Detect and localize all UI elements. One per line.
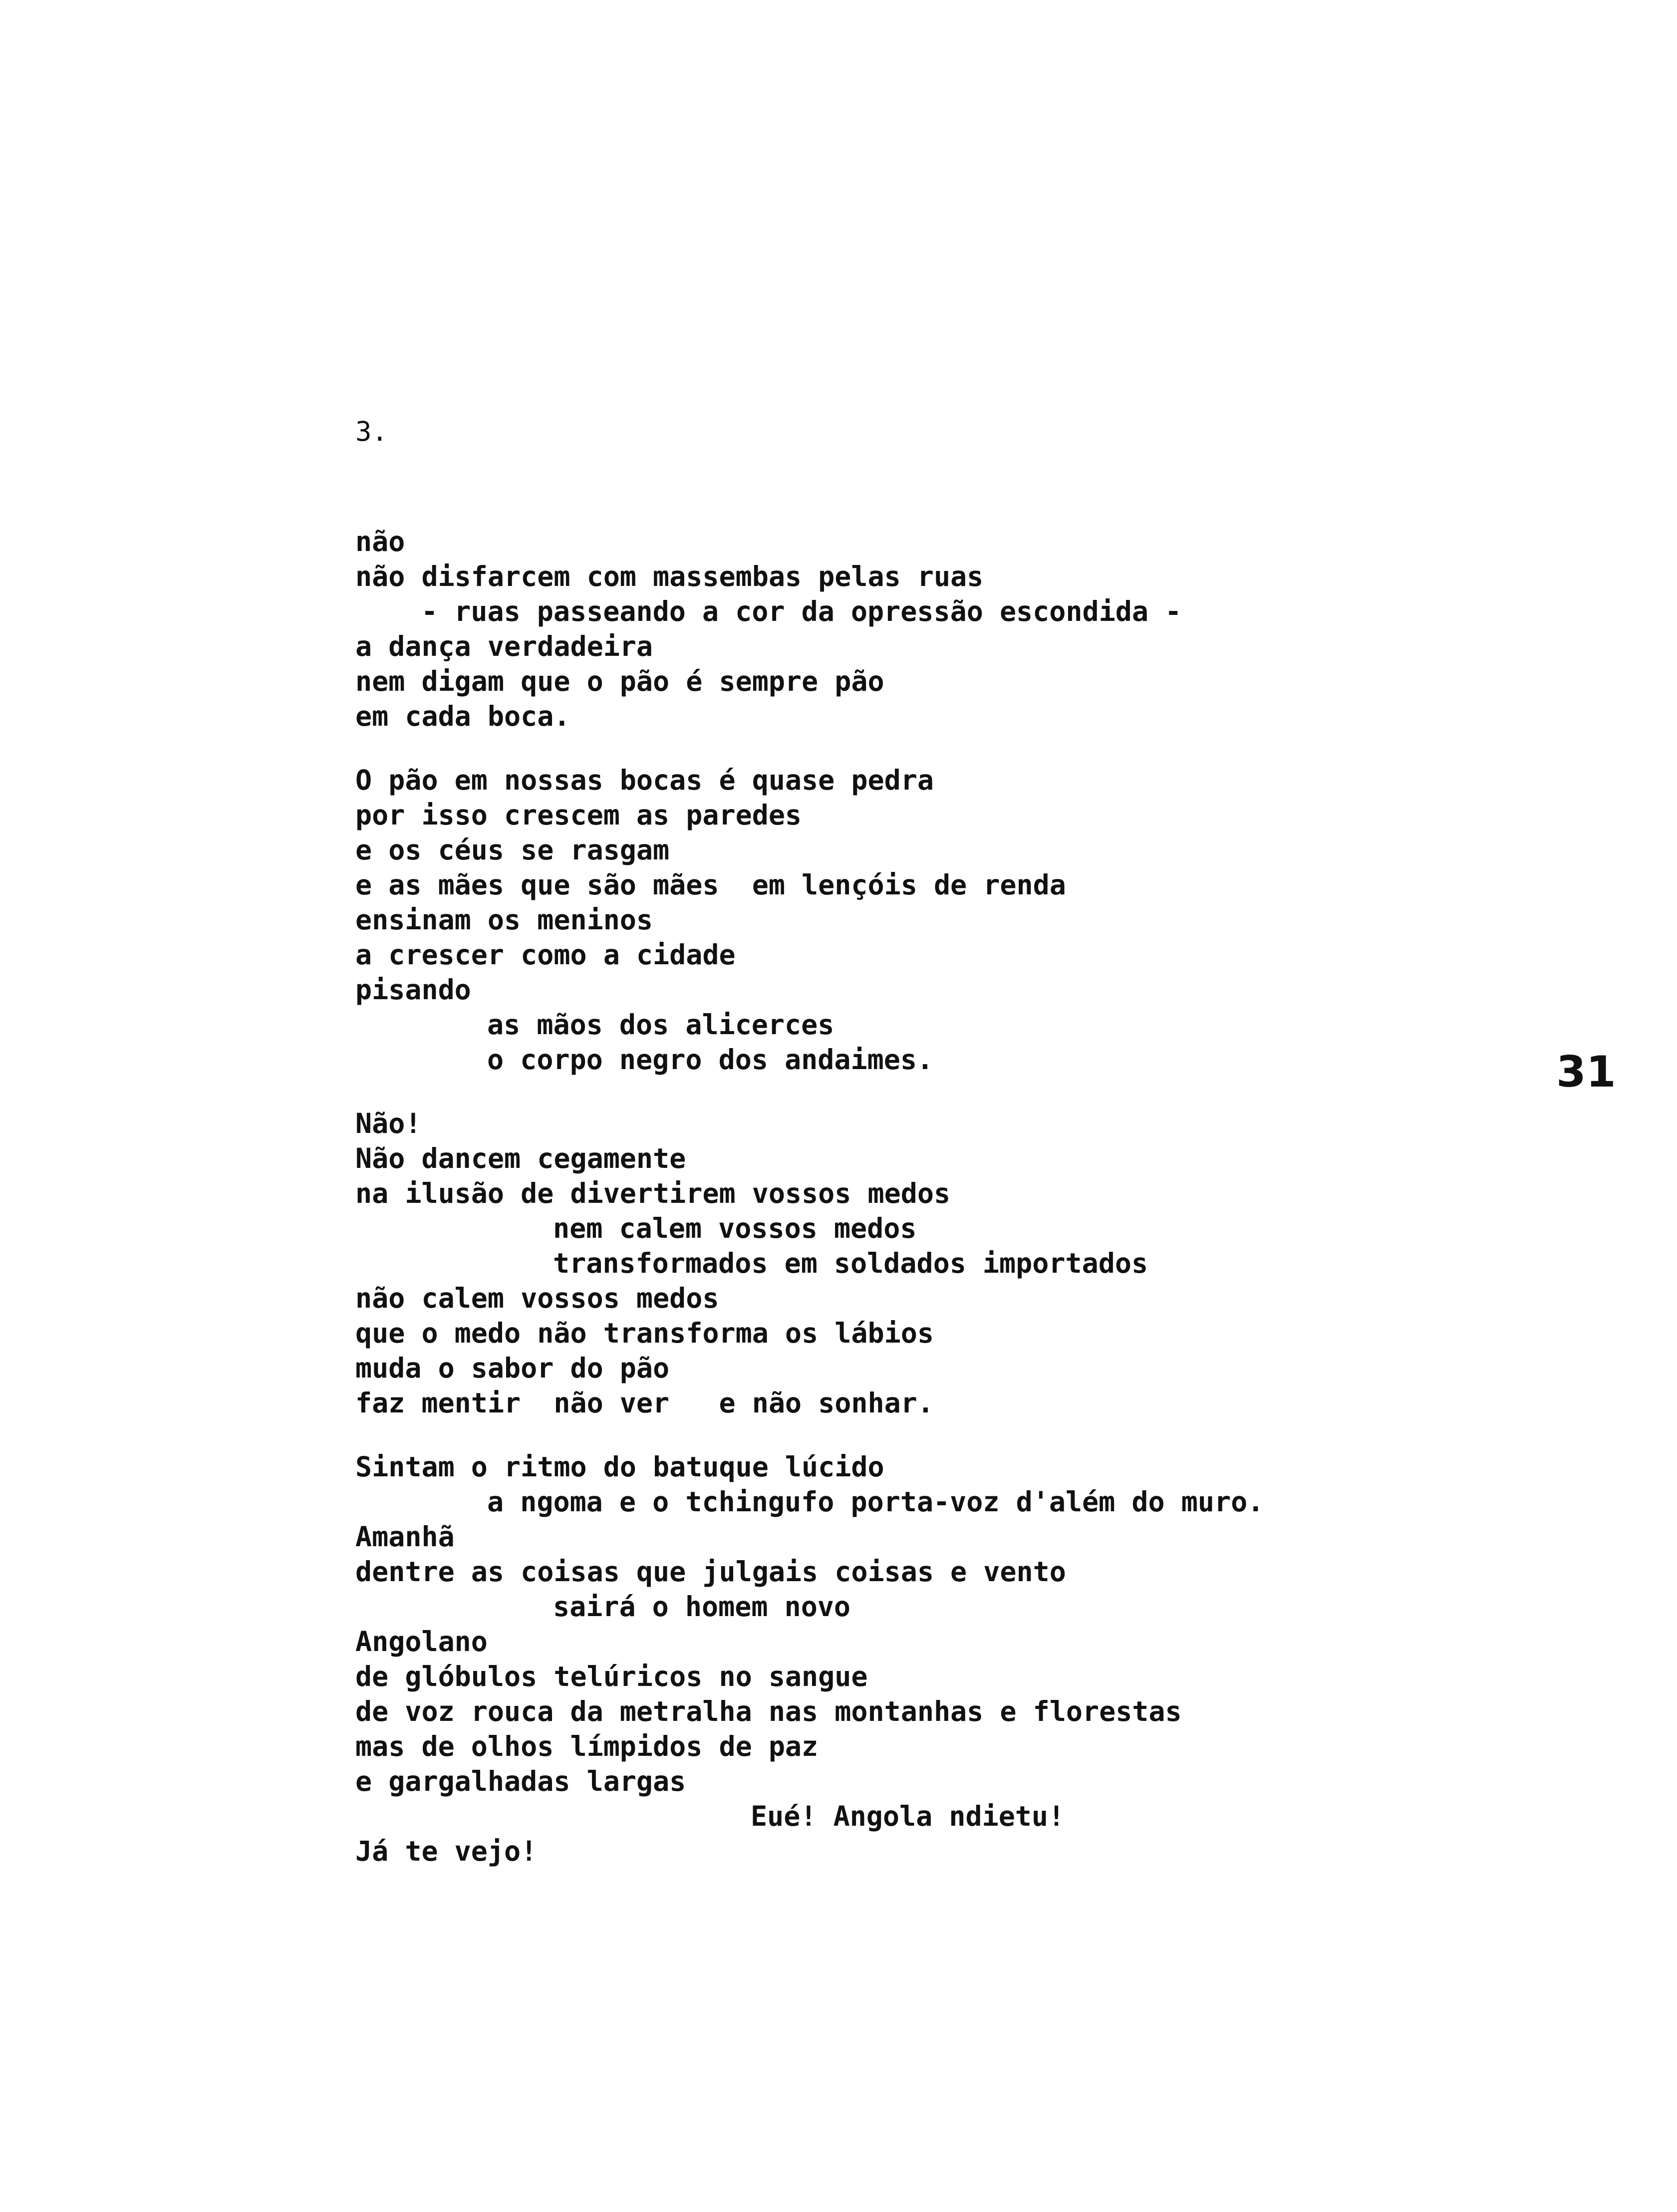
stanza	[355, 1106, 1264, 1420]
poem-line: por isso crescem as paredes	[355, 799, 802, 831]
poem-line: O pão em nossas bocas é quase pedra	[355, 764, 934, 796]
poem-line: muda o sabor do pão	[355, 1352, 670, 1384]
section-number: 3.	[355, 416, 388, 447]
poem-line: em cada boca.	[355, 700, 570, 732]
poem-line: transformados em soldados importados	[553, 1247, 1148, 1279]
poem-line: de glóbulos telúricos no sangue	[355, 1660, 868, 1692]
poem-line: que o medo não transforma os lábios	[355, 1317, 934, 1349]
poem-line: Sintam o ritmo do batuque lúcido	[355, 1451, 884, 1483]
poem-line: mas de olhos límpidos de paz	[355, 1730, 819, 1762]
poem-line: e gargalhadas largas	[355, 1765, 686, 1797]
poem-line: o corpo negro dos andaimes.	[487, 1044, 934, 1076]
poem-line: e as mães que são mães em lençóis de renda	[355, 869, 1066, 901]
poem-line: a ngoma e o tchingufo porta-voz d'além do muro.	[487, 1486, 1264, 1518]
stanza	[355, 524, 1264, 734]
poem-line: não calem vossos medos	[355, 1282, 719, 1314]
stanza-gap	[355, 1077, 1264, 1106]
poem-line: - ruas passeando a cor da opressão escondida -	[421, 595, 1182, 627]
poem-line: as mãos dos alicerces	[487, 1009, 835, 1041]
poem-line: nem calem vossos medos	[553, 1212, 917, 1244]
page-number: 31	[1556, 1047, 1616, 1097]
stanza-gap	[355, 734, 1264, 763]
poem-line: a dança verdadeira	[355, 630, 653, 662]
stanza	[355, 1449, 1264, 1869]
poem-line: dentre as coisas que julgais coisas e vento	[355, 1556, 1066, 1588]
poem-body	[355, 524, 1264, 1869]
poem-line: não	[355, 526, 405, 557]
poem-line: Angolano	[355, 1626, 488, 1658]
poem-line: Eué! Angola ndietu!	[751, 1800, 1065, 1832]
poem-line: Não!	[355, 1107, 422, 1139]
poem-line: Já te vejo!	[355, 1835, 538, 1867]
poem-line: ensinam os meninos	[355, 904, 653, 936]
poem-line: não disfarcem com massembas pelas ruas	[355, 560, 984, 592]
poem-line: Não dancem cegamente	[355, 1142, 686, 1174]
poem-line: e os céus se rasgam	[355, 834, 670, 866]
stanza-gap	[355, 1420, 1264, 1449]
poem-line: sairá o homem novo	[553, 1591, 851, 1623]
poem-line: a crescer como a cidade	[355, 939, 736, 971]
poem-line: na ilusão de divertirem vossos medos	[355, 1177, 951, 1209]
poem-line: faz mentir não ver e não sonhar.	[355, 1387, 934, 1419]
poem-line: Amanhã	[355, 1521, 455, 1553]
stanza	[355, 763, 1264, 1077]
poem-line: pisando	[355, 974, 471, 1006]
poem-line: de voz rouca da metralha nas montanhas e florestas	[355, 1695, 1182, 1727]
poem-line: nem digam que o pão é sempre pão	[355, 665, 884, 697]
